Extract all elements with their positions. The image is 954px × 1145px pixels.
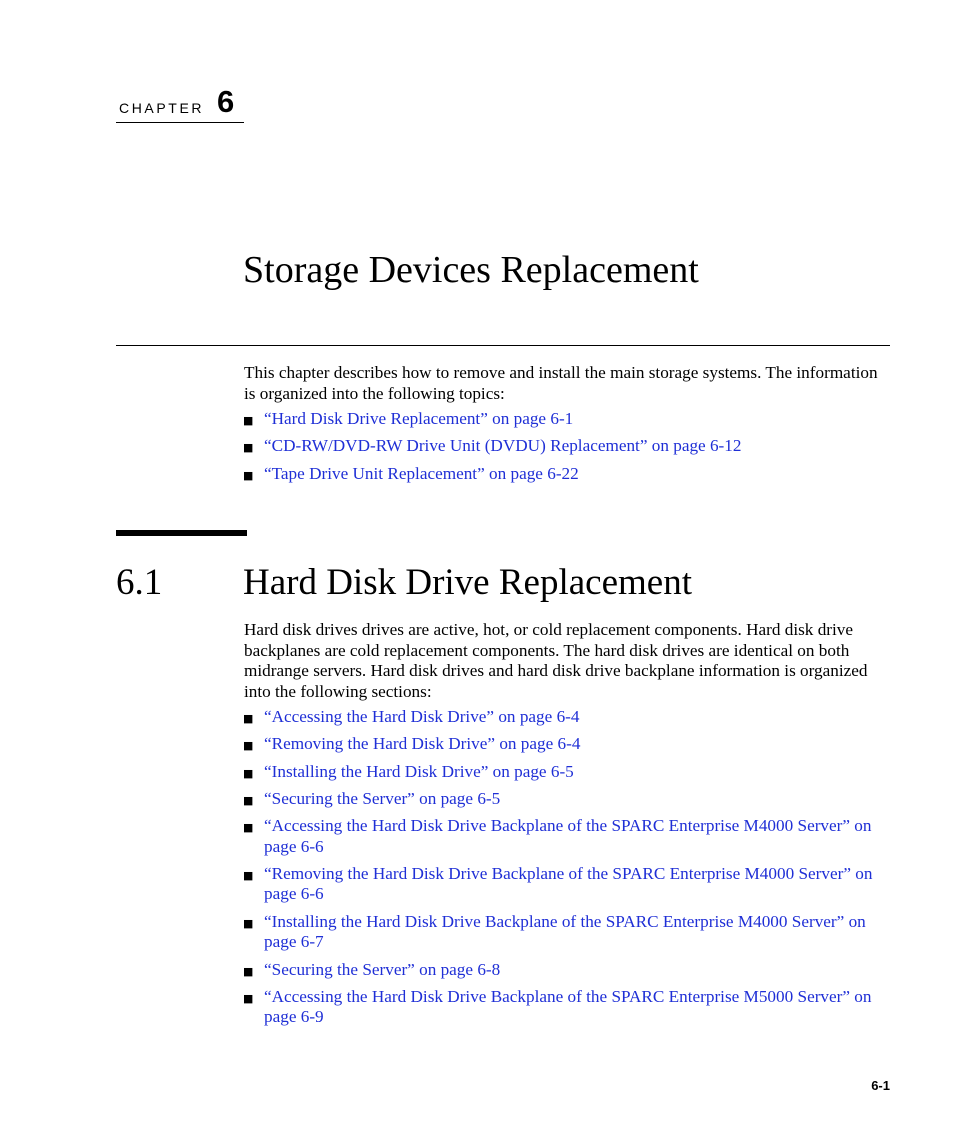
square-bullet-icon: ■: [243, 793, 254, 807]
list-item: [243, 734, 891, 755]
list-item: [243, 436, 891, 457]
list-item: [243, 816, 891, 857]
list-item: [243, 864, 891, 905]
square-bullet-icon: ■: [243, 964, 254, 978]
topic-link[interactable]: “Removing the Hard Disk Drive” on page 6-4: [264, 734, 581, 754]
list-item: [243, 960, 891, 981]
topic-link[interactable]: “Installing the Hard Disk Drive” on page 6-5: [264, 761, 574, 781]
topic-link[interactable]: “Removing the Hard Disk Drive Backplane of the SPARC Enterprise M4000 Server” on page 6-6: [264, 863, 873, 904]
square-bullet-icon: ■: [243, 821, 254, 835]
square-bullet-icon: ■: [243, 916, 254, 930]
chapter-header: [116, 86, 244, 123]
topic-link[interactable]: “Hard Disk Drive Replacement” on page 6-1: [264, 409, 574, 428]
chapter-number: 6: [217, 84, 235, 119]
page-number: 6-1: [871, 1078, 890, 1093]
topic-link[interactable]: “CD-RW/DVD-RW Drive Unit (DVDU) Replacement” on page 6-12: [264, 436, 742, 456]
list-item: [243, 789, 891, 810]
list-item: [243, 464, 891, 485]
topic-link[interactable]: “Accessing the Hard Disk Drive Backplane of the SPARC Enterprise M4000 Server” on page 6-6: [264, 816, 872, 856]
section-topic-list: [243, 707, 891, 1035]
list-item: [243, 912, 891, 953]
topic-link[interactable]: “Securing the Server” on page 6-8: [264, 959, 501, 979]
topic-link[interactable]: “Accessing the Hard Disk Drive Backplane of the SPARC Enterprise M5000 Server” on page 6-9: [264, 986, 872, 1027]
section-rule: [116, 530, 247, 536]
square-bullet-icon: ■: [243, 468, 254, 482]
square-bullet-icon: ■: [243, 712, 254, 725]
list-item: [243, 707, 891, 728]
square-bullet-icon: ■: [243, 414, 254, 427]
square-bullet-icon: ■: [243, 441, 254, 455]
square-bullet-icon: ■: [243, 991, 254, 1005]
list-item: [243, 762, 891, 783]
section-title: Hard Disk Drive Replacement: [243, 562, 692, 603]
section-paragraph: Hard disk drives drives are active, hot, or cold replacement components. Hard disk drive backplanes are cold replacement components. The hard disk drives are identical on both midrange servers. Hard disk drives and hard disk drive backplane information is organized into the following sections:: [244, 620, 868, 701]
list-item: [243, 987, 891, 1028]
chapter-label: CHAPTER: [119, 100, 205, 116]
topic-link[interactable]: “Installing the Hard Disk Drive Backplane of the SPARC Enterprise M4000 Server” on page 6-7: [264, 911, 866, 952]
intro-paragraph: This chapter describes how to remove and install the main storage systems. The information is organized into the following topics:: [244, 363, 878, 403]
topic-link[interactable]: “Securing the Server” on page 6-5: [264, 788, 501, 808]
square-bullet-icon: ■: [243, 766, 254, 780]
intro-topic-list: [243, 409, 891, 491]
section-number: 6.1: [116, 562, 163, 603]
title-divider: [116, 345, 890, 346]
chapter-title: Storage Devices Replacement: [243, 249, 699, 291]
topic-link[interactable]: “Accessing the Hard Disk Drive” on page 6-4: [264, 707, 580, 726]
square-bullet-icon: ■: [243, 868, 254, 882]
list-item: [243, 409, 891, 430]
topic-link[interactable]: “Tape Drive Unit Replacement” on page 6-22: [264, 463, 579, 483]
square-bullet-icon: ■: [243, 739, 254, 753]
